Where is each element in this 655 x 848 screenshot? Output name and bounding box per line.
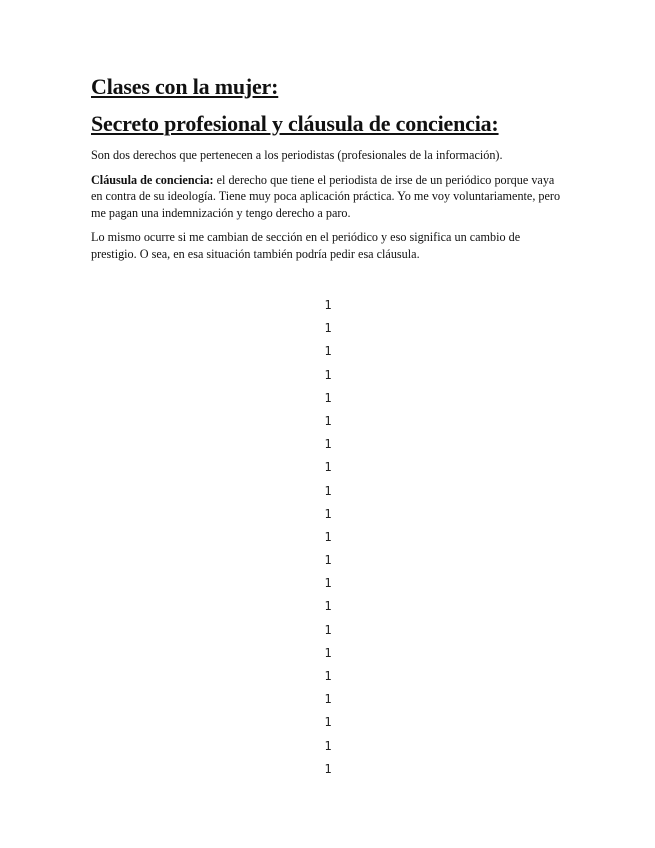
- numeral-mark: 1: [324, 715, 332, 730]
- numeral-mark: 1: [324, 367, 332, 382]
- numeral-mark: 1: [324, 622, 332, 637]
- numeral-mark: 1: [324, 761, 332, 776]
- numeral-column: [318, 297, 338, 784]
- document-body: [91, 72, 566, 270]
- clause-definition: el derecho que tiene el periodista de irse de un periódico porque vaya en contra de su ideología. Tiene muy poca aplicación práctica. Yo me voy voluntariamente, pero me pagan una indemnización y tengo derecho a paro.: [91, 172, 561, 220]
- numeral-mark: 1: [324, 413, 332, 428]
- section-heading: Secreto profesional y cláusula de conciencia:: [91, 111, 499, 136]
- section-change-paragraph: Lo mismo ocurre si me cambian de sección en el periódico y eso significa un cambio de prestigio. O sea, en esa situación también podría pedir esa cláusula.: [91, 230, 521, 261]
- numeral-mark: 1: [324, 437, 332, 452]
- numeral-mark: 1: [324, 321, 332, 336]
- numeral-mark: 1: [324, 576, 332, 591]
- numeral-mark: 1: [324, 669, 332, 683]
- numeral-mark: 1: [324, 645, 332, 660]
- numeral-mark: 1: [324, 344, 332, 359]
- numeral-mark: 1: [324, 506, 332, 521]
- numeral-mark: 1: [324, 692, 332, 707]
- numeral-mark: 1: [324, 738, 332, 753]
- numeral-mark: 1: [324, 390, 332, 405]
- numeral-mark: 1: [324, 298, 332, 312]
- numeral-mark: 1: [324, 460, 332, 475]
- clause-paragraph: [91, 172, 566, 222]
- document-title: Clases con la mujer:: [91, 74, 279, 99]
- clause-term: Cláusula de conciencia:: [91, 172, 214, 187]
- numeral-mark: 1: [324, 529, 332, 544]
- numeral-mark: 1: [324, 483, 332, 498]
- intro-paragraph: Son dos derechos que pertenecen a los periodistas (profesionales de la información).: [91, 148, 503, 162]
- numeral-mark: 1: [324, 553, 332, 568]
- numeral-mark: 1: [324, 599, 332, 614]
